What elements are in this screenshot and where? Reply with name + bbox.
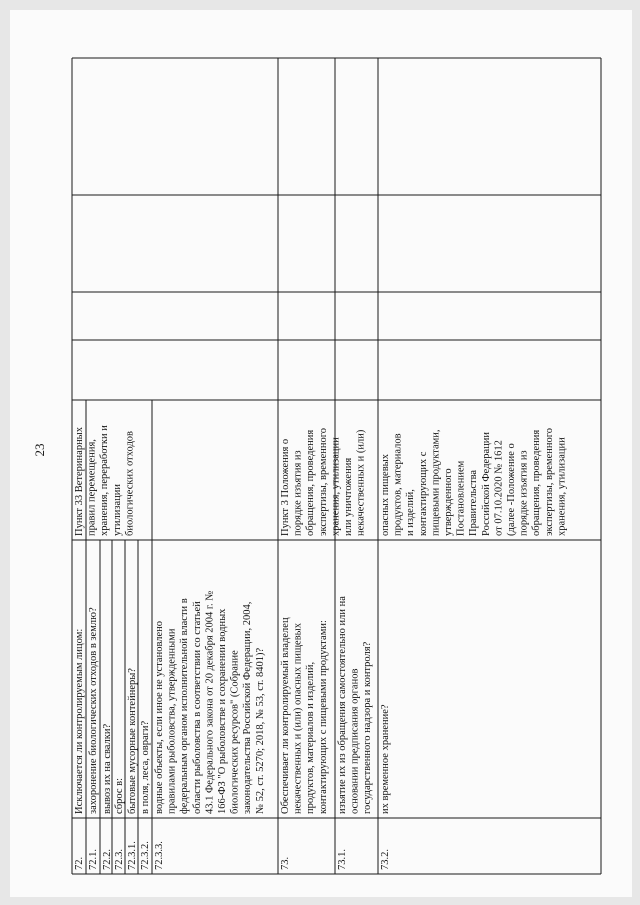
question-cell-line: Исключается ли контролируемым лицом:	[74, 628, 85, 814]
row-number	[140, 841, 151, 870]
row-number-line: 72.	[74, 856, 85, 870]
requirement-cell-line: Пункт 33 Ветеринарных	[74, 427, 85, 536]
row-number	[74, 857, 85, 870]
requirement-cell-line: контактирующих с	[417, 451, 429, 536]
requirement-cell-line: утвержденного	[443, 468, 454, 536]
requirement-cell-line: или уничтожения	[343, 457, 354, 536]
question-cell-line: контактирующих с пищевыми продуктами:	[317, 620, 329, 814]
question-cell-line: вывоз их на свалки?	[102, 723, 113, 814]
requirement-cell-line: экспертизы, временного	[543, 427, 555, 536]
row-number	[337, 849, 348, 870]
question-cell	[88, 607, 99, 814]
requirement-cell-line: экспертизы, временного	[317, 427, 329, 536]
row-number-line: 72.3.3.	[154, 841, 165, 870]
question-cell-line: захоронение биологических отходов в землю?	[88, 607, 99, 814]
requirement-cell-line: и изделий,	[405, 489, 417, 536]
row-number	[154, 841, 165, 870]
requirement-cell-line: биологических отходов	[124, 431, 136, 536]
row-number-line: 72.3.	[114, 849, 125, 870]
row-number-line: 72.3.2.	[140, 841, 151, 870]
question-cell-line: федеральным органом исполнительной власти в	[179, 598, 191, 814]
requirement-cell-line: хранения, утилизации	[330, 437, 342, 536]
requirement-cell-line: пищевыми продуктами,	[430, 429, 442, 536]
requirement-cell	[74, 425, 135, 536]
requirement-cell-line: порядке изъятия из	[292, 450, 304, 536]
question-cell-line: биологических ресурсов" (Собрание	[229, 650, 241, 814]
question-cell	[140, 720, 151, 814]
row-number	[127, 841, 138, 870]
requirement-cell-line: утилизации	[111, 484, 123, 536]
row-number	[280, 857, 291, 870]
question-cell-line: правилами рыболовства, утвержденными	[166, 628, 178, 814]
requirement-cell-line: Постановлением	[455, 460, 467, 536]
row-number-line: 72.3.1.	[127, 841, 138, 870]
requirement-cell-line: обращения, проведения	[531, 429, 543, 536]
question-cell	[102, 723, 113, 814]
page-number: 23	[32, 443, 47, 457]
question-cell-line: изъятие их из обращения самостоятельно или на	[337, 596, 348, 814]
question-cell-line: 43.1 Федерального закона от 20 декабря 2004 г. №	[204, 590, 216, 814]
question-cell-line: бытовые мусорные контейнеры?	[127, 668, 138, 814]
requirement-cell-line: хранения, утилизации	[556, 437, 568, 536]
question-cell	[380, 704, 391, 814]
row-number-line: 73.	[280, 856, 291, 870]
requirement-cell-line: от 07.10.2020 № 1612	[493, 440, 505, 536]
question-cell-line: Обеспечивает ли контролируемый владелец	[280, 617, 291, 814]
requirement-cell-line: (далее -Положение о	[506, 443, 517, 536]
requirement-cell-line: обращения, проведения	[305, 429, 317, 536]
question-cell-line: их временное хранение?	[380, 704, 391, 814]
requirement-cell-line: правил перемещения,	[86, 439, 98, 536]
question-cell-line: водные объекты, если иное не установлено	[154, 620, 165, 814]
question-cell	[127, 668, 138, 814]
row-number	[114, 849, 125, 870]
question-cell-line: области рыболовства в соответствии со статьей	[191, 601, 203, 814]
question-cell-line: некачественных и (или) опасных пищевых	[292, 623, 304, 814]
requirement-cell-line: Правительства	[468, 469, 480, 536]
requirement-cell-line: Пункт 3 Положения о	[280, 438, 291, 536]
row-number	[380, 849, 391, 870]
question-cell-line: законодательства Российской Федерации, 2004,	[242, 601, 254, 814]
requirement-cell-line: продуктов, материалов	[392, 433, 404, 536]
question-cell-line: сброс в:	[114, 777, 125, 814]
requirement-cell-line: хранения, переработки и	[99, 425, 111, 536]
row-number-line: 73.2.	[380, 849, 391, 870]
requirement-cell-line: порядке изъятия из	[518, 450, 530, 536]
question-cell	[114, 778, 125, 814]
row-number	[102, 849, 113, 870]
row-number-line: 72.1.	[88, 849, 99, 870]
question-cell	[74, 629, 85, 814]
question-cell-line: 166-ФЗ "О рыболовстве и сохранении водных	[217, 608, 228, 814]
requirement-cell-line: некачественных и (или)	[355, 429, 367, 536]
row-number-line: 72.2.	[102, 849, 113, 870]
row-number-line: 73.1.	[337, 849, 348, 870]
row-number	[88, 849, 99, 870]
requirement-cell-line: Российской Федерации	[480, 432, 492, 536]
question-cell-line: № 52, ст. 5270; 2018, № 53, ст. 8401)?	[254, 647, 266, 814]
requirement-cell-line: опасных пищевых	[380, 454, 391, 536]
question-cell-line: продуктов, материалов и изделий,	[305, 661, 317, 814]
question-cell-line: основании предписания органов	[349, 668, 361, 814]
question-cell-line: государственного надзора и контроля?	[362, 641, 374, 814]
question-cell-line: в поля, леса, овраги?	[140, 720, 151, 814]
